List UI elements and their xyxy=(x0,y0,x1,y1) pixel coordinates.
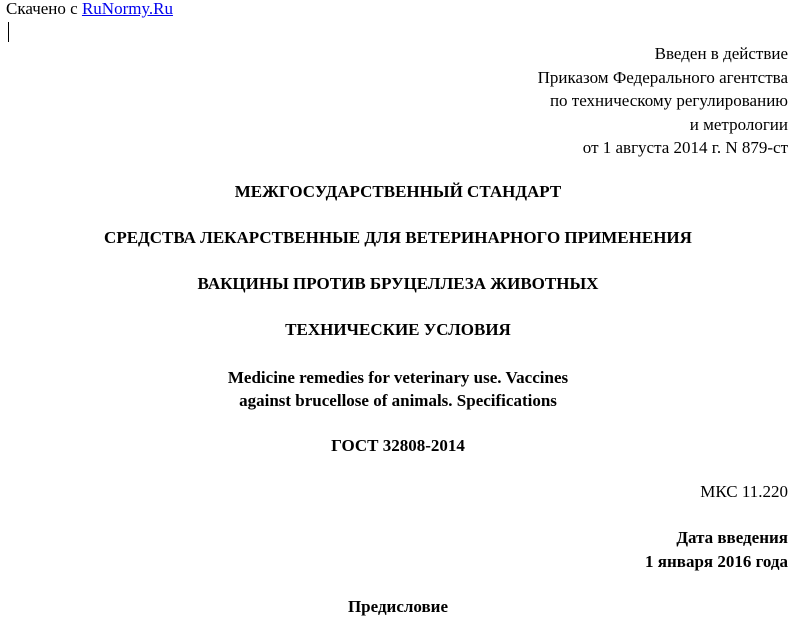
standard-title-line-1: СРЕДСТВА ЛЕКАРСТВЕННЫЕ ДЛЯ ВЕТЕРИНАРНОГО ПРИМЕНЕНИЯ xyxy=(104,228,692,247)
download-source-line xyxy=(6,0,173,20)
enactment-line-1: Введен в действие xyxy=(654,44,788,63)
standard-title-line-2: ВАКЦИНЫ ПРОТИВ БРУЦЕЛЛЕЗА ЖИВОТНЫХ xyxy=(197,274,599,293)
gost-code: ГОСТ 32808-2014 xyxy=(331,436,465,455)
enactment-line-5: от 1 августа 2014 г. N 879-ст xyxy=(582,138,788,158)
introduction-date-label: Дата введения xyxy=(676,528,788,547)
english-title-line-2: against brucellose of animals. Specifications xyxy=(239,391,557,410)
introduction-date-block xyxy=(645,526,788,574)
mks-code: МКС 11.220 xyxy=(700,482,788,501)
enactment-block xyxy=(538,42,788,160)
text-cursor xyxy=(8,22,9,42)
standard-type-heading: МЕЖГОСУДАРСТВЕННЫЙ СТАНДАРТ xyxy=(234,182,562,201)
enactment-line-4: и метрологии xyxy=(689,114,788,134)
enactment-line-2: Приказом Федерального агентства xyxy=(537,67,788,87)
english-title-block xyxy=(0,366,790,412)
download-source-prefix: Скачено с xyxy=(6,0,78,18)
introduction-date-value: 1 января 2016 года xyxy=(645,552,788,571)
preface-heading: Предисловие xyxy=(347,597,449,616)
enactment-line-3: по техническому регулированию xyxy=(549,91,788,111)
english-title-line-1: Medicine remedies for veterinary use. Vaccines xyxy=(227,368,569,387)
standard-title-line-3: ТЕХНИЧЕСКИЕ УСЛОВИЯ xyxy=(285,320,511,339)
runormy-link[interactable]: RuNormy.Ru xyxy=(81,0,173,18)
